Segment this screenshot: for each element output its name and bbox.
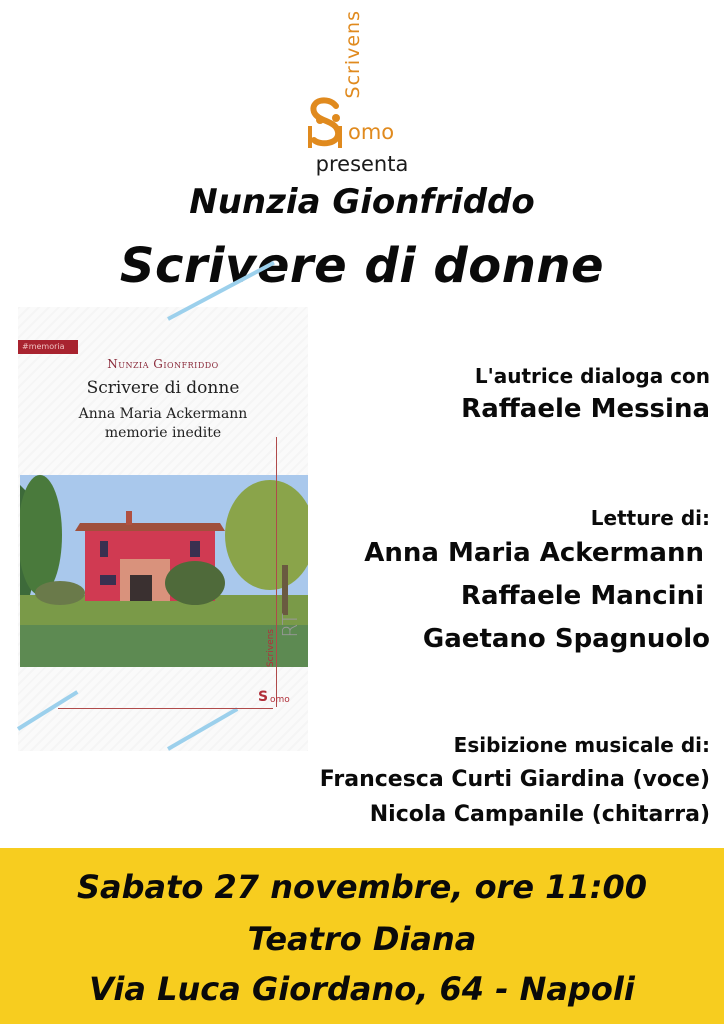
- cover-title: Scrivere di donne: [86, 378, 240, 398]
- cover-divider-vertical: [276, 437, 277, 707]
- book-cover: #memoria Nunzia Gionfriddo Scrivere di donne Anna Maria Ackermann memorie inedite RT Scrivens S omo: [18, 307, 308, 751]
- cover-divider-horizontal: [58, 708, 273, 709]
- event-address: Via Luca Giordano, 64 - Napoli: [89, 970, 635, 1008]
- cover-photo-villa: [20, 475, 308, 667]
- book-title: Scrivere di donne: [119, 238, 605, 294]
- dialog-name: Raffaele Messina: [461, 394, 710, 424]
- reader-1: Anna Maria Ackermann: [364, 538, 704, 568]
- villa-illustration: [20, 475, 308, 667]
- logo-vertical-text: Scrivens: [342, 10, 364, 99]
- dialog-label: L'autrice dialoga con: [474, 364, 710, 388]
- presenta-label: presenta: [315, 152, 409, 176]
- readings-label: Letture di:: [590, 506, 710, 530]
- performer-2: Nicola Campanile (chitarra): [369, 802, 710, 827]
- event-venue: Teatro Diana: [247, 920, 477, 958]
- cover-subtitle-2: memorie inedite: [104, 425, 222, 441]
- reader-2: Raffaele Mancini: [460, 581, 704, 611]
- event-info-band: [0, 848, 724, 1024]
- performer-1: Francesca Curti Giardina (voce): [319, 767, 710, 792]
- logo-omo-text: omo: [348, 120, 395, 144]
- cover-subtitle-1: Anna Maria Ackermann: [78, 406, 248, 422]
- cover-tag: #memoria: [18, 340, 78, 354]
- music-label: Esibizione musicale di:: [453, 733, 710, 757]
- author-name: Nunzia Gionfriddo: [189, 182, 535, 222]
- event-datetime: Sabato 27 novembre, ore 11:00: [76, 868, 648, 906]
- logo-figure-icon: [306, 96, 346, 148]
- scrivens-homo-logo: [300, 8, 420, 158]
- reader-3: Gaetano Spagnuolo: [422, 624, 710, 654]
- cover-author: Nunzia Gionfriddo: [107, 357, 219, 371]
